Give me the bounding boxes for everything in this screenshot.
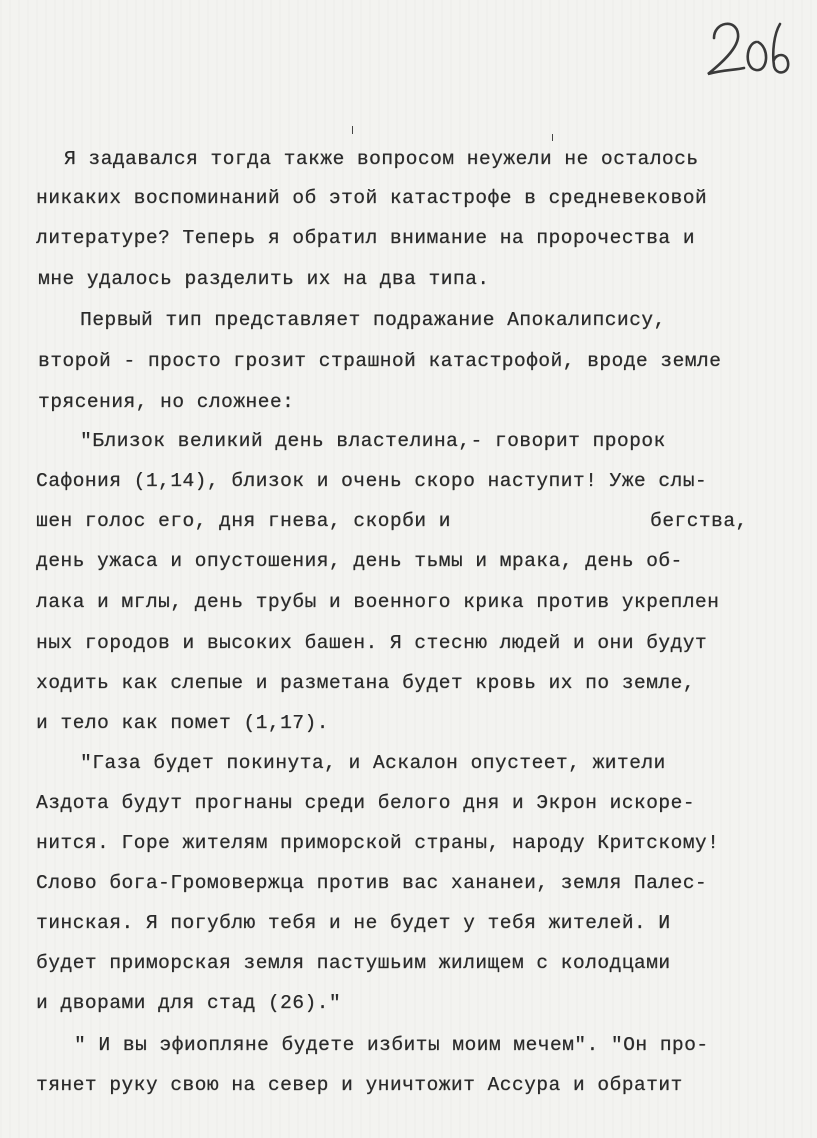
text-line: никаких воспоминаний об этой катастрофе в средневековой (36, 187, 708, 209)
text-line: "Газа будет покинута, и Аскалон опустеет, жители (80, 752, 666, 774)
text-line: Слово бога-Громовержца против вас хананеи, земля Палес- (36, 872, 708, 894)
text-line: тянет руку свою на север и уничтожит Ассура и обратит (36, 1074, 683, 1096)
text-line: Я задавался тогда также вопросом неужели не осталось (64, 148, 699, 170)
text-line: Аздота будут прогнаны среди белого дня и Экрон искоре- (36, 792, 695, 814)
text-line: Первый тип представляет подражание Апокалипсису, (80, 309, 666, 331)
text-line: " И вы эфиопляне будете избиты моим мечем". "Он про- (74, 1034, 709, 1056)
text-line: мне удалось разделить их на два типа. (38, 268, 490, 290)
text-line: второй - просто грозит страшной катастрофой, вроде земле (38, 350, 722, 372)
text-line: "Близок великий день властелина,- говорит пророк (80, 430, 666, 452)
text-line: лака и мглы, день трубы и военного крика против укреплен (36, 591, 720, 613)
text-line: ных городов и высоких башен. Я стесню людей и они будут (36, 632, 708, 654)
text-line: литературе? Теперь я обратил внимание на пророчества и (36, 227, 695, 249)
text-line: и дворами для стад (26)." (36, 992, 342, 1014)
text-line: тинская. Я погублю тебя и не будет у тебя жителей. И (36, 912, 671, 934)
text-line: шен голос его, дня гнева, скорби и (36, 510, 451, 532)
text-line: Сафония (1,14), близок и очень скоро наступит! Уже слы- (36, 470, 708, 492)
text-line: нится. Горе жителям приморской страны, народу Критскому! (36, 832, 720, 854)
text-line: и тело как помет (1,17). (36, 712, 329, 734)
text-line: бегства, (650, 510, 748, 532)
text-line: день ужаса и опустошения, день тьмы и мрака, день об- (36, 550, 683, 572)
text-line: ходить как слепые и разметана будет кровь их по земле, (36, 672, 695, 694)
text-line: будет приморская земля пастушьим жилищем с колодцами (36, 952, 671, 974)
text-line: трясения, но сложнее: (38, 391, 295, 413)
